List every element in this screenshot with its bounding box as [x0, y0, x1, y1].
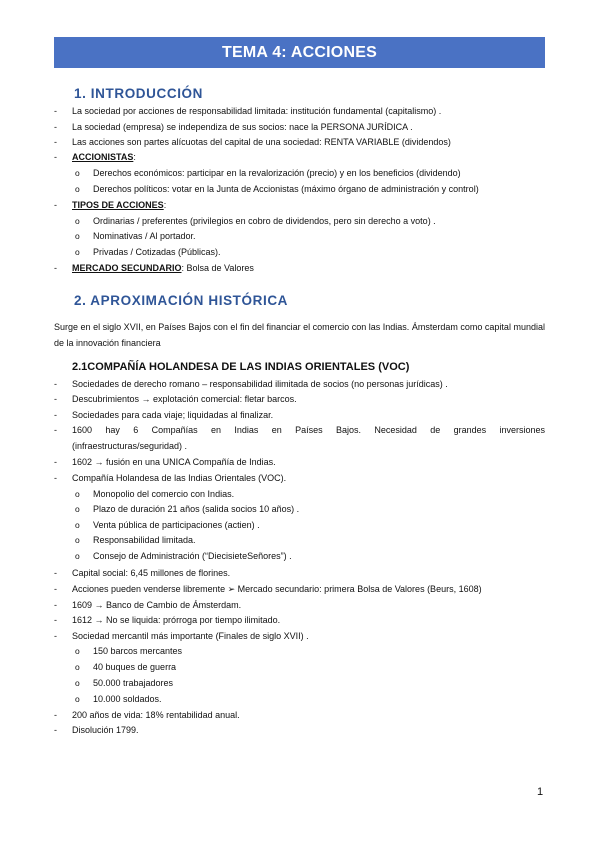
item-text: Privadas / Cotizadas (Públicas). [93, 247, 221, 257]
sub-list-item [0, 644, 600, 659]
item-text: 40 buques de guerra [93, 662, 177, 672]
item-text: 10.000 soldados. [93, 694, 162, 704]
item-text: 50.000 trabajadores [93, 678, 174, 688]
dash-marker: - [54, 725, 57, 735]
item-text: 200 años de vida: 18% rentabilidad anual. [72, 710, 240, 720]
item-text: La sociedad por acciones de responsabilidad limitada: institución fundamental (capitalismo) . [72, 106, 442, 116]
item-text: 1602 → fusión en una UNICA Compañía de Indias. [72, 457, 276, 467]
item-text: Monopolio del comercio con Indias. [93, 489, 235, 499]
item-text: Sociedades para cada viaje; liquidadas al finalizar. [72, 410, 274, 420]
list-item [0, 408, 600, 423]
sub-list-item [0, 487, 600, 502]
item-text: 1612 → No se liquida: prórroga por tiempo ilimitado. [72, 615, 281, 625]
accionistas-label: ACCIONISTAS [72, 152, 134, 162]
list-item [0, 613, 600, 628]
tipos-label: TIPOS DE ACCIONES [72, 200, 164, 210]
circle-marker: o [75, 504, 80, 514]
item-text: Disolución 1799. [72, 725, 139, 735]
circle-marker: o [75, 662, 80, 672]
list-item [0, 455, 600, 470]
dash-marker: - [54, 200, 57, 210]
dash-marker: - [54, 152, 57, 162]
dash-marker: - [54, 710, 57, 720]
list-item [0, 120, 600, 135]
item-text: Las acciones son partes alícuotas del capital de una sociedad: RENTA VARIABLE (dividendos) [72, 137, 451, 147]
dash-marker: - [54, 568, 57, 578]
item-text: Responsabilidad limitada. [93, 535, 196, 545]
dash-marker: - [54, 584, 57, 594]
dash-marker: - [54, 394, 57, 404]
sub-list-item [0, 692, 600, 707]
sub-list-item [0, 660, 600, 675]
item-text: Plazo de duración 21 años (salida socios 10 años) . [93, 504, 300, 514]
section-heading-aproximacion: 2. APROXIMACIÓN HISTÓRICA [74, 293, 289, 308]
item-text: 1600 hay 6 Compañías en Indias en Países Bajos. Necesidad de grandes inversiones [72, 425, 545, 435]
item-text: Consejo de Administración (“DiecisieteSeñores”) . [93, 551, 292, 561]
sub-list-item [0, 229, 600, 244]
circle-marker: o [75, 184, 80, 194]
item-text: Nominativas / Al portador. [93, 231, 196, 241]
dash-marker: - [54, 410, 57, 420]
dash-marker: - [54, 263, 57, 273]
sub-list-item [0, 549, 600, 564]
item-text: 1609 → Banco de Cambio de Ámsterdam. [72, 600, 242, 610]
list-item [0, 723, 600, 738]
list-item [0, 629, 600, 644]
circle-marker: o [75, 216, 80, 226]
item-text: Acciones pueden venderse libremente ➢ Mercado secundario: primera Bolsa de Valores (Beurs, 1608) [72, 584, 482, 594]
dash-marker: - [54, 473, 57, 483]
dash-marker: - [54, 600, 57, 610]
dash-marker: - [54, 379, 57, 389]
item-text: Compañía Holandesa de las Indias Orientales (VOC). [72, 473, 287, 483]
circle-marker: o [75, 551, 80, 561]
sub-list-item [0, 214, 600, 229]
sub-list-item [0, 166, 600, 181]
sub-list-item [0, 676, 600, 691]
circle-marker: o [75, 694, 80, 704]
circle-marker: o [75, 646, 80, 656]
title-banner: TEMA 4: ACCIONES [54, 37, 545, 68]
item-text: Ordinarias / preferentes (privilegios en cobro de dividendos, pero sin derecho a voto) . [93, 216, 436, 226]
mercado-wrap [72, 261, 254, 276]
subsection-heading-voc: 2.1COMPAÑÍA HOLANDESA DE LAS INDIAS ORIENTALES (VOC) [72, 361, 410, 373]
intro-paragraph: Surge en el siglo XVII, en Países Bajos con el fin del financiar el comercio con las Indias. Ámsterdam como capital mundial de la innovación financiera [54, 322, 545, 348]
circle-marker: o [75, 489, 80, 499]
section-heading-introduccion: 1. INTRODUCCIÓN [74, 86, 204, 101]
item-text: Derechos políticos: votar en la Junta de Accionistas (máximo órgano de administración y control) [93, 184, 479, 194]
page-number: 1 [537, 786, 544, 798]
list-item [0, 708, 600, 723]
circle-marker: o [75, 231, 80, 241]
dash-marker: - [54, 457, 57, 467]
dash-marker: - [54, 122, 57, 132]
circle-marker: o [75, 247, 80, 257]
dash-marker: - [54, 137, 57, 147]
dash-marker: - [54, 615, 57, 625]
item-text: Venta pública de participaciones (actien) . [93, 520, 260, 530]
circle-marker: o [75, 535, 80, 545]
sub-list-item [0, 182, 600, 197]
circle-marker: o [75, 168, 80, 178]
sub-list-item [0, 518, 600, 533]
list-item [0, 566, 600, 581]
list-item [0, 471, 600, 486]
list-item-tipos [0, 198, 600, 213]
item-text: Sociedad mercantil más importante (Finales de siglo XVII) . [72, 631, 309, 641]
list-item [0, 582, 600, 597]
dash-marker: - [54, 106, 57, 116]
list-item-accionistas [0, 150, 600, 165]
list-item [0, 377, 600, 392]
item-text: 150 barcos mercantes [93, 646, 183, 656]
item-text-continuation: (infraestructuras/seguridad) . [72, 441, 188, 451]
list-item [0, 598, 600, 613]
mercado-text: : Bolsa de Valores [181, 263, 254, 273]
sub-list-item [0, 245, 600, 260]
sub-list-item [0, 533, 600, 548]
tipos-label-wrap: TIPOS DE ACCIONES: [72, 200, 167, 210]
dash-marker: - [54, 425, 57, 435]
list-item [0, 135, 600, 150]
dash-marker: - [54, 631, 57, 641]
list-item [0, 104, 600, 119]
list-item-1600 [0, 423, 600, 438]
circle-marker: o [75, 520, 80, 530]
list-item [0, 392, 600, 407]
item-text: Descubrimientos → explotación comercial: fletar barcos. [72, 394, 297, 404]
item-text: Capital social: 6,45 millones de florines. [72, 568, 231, 578]
circle-marker: o [75, 678, 80, 688]
mercado-label: MERCADO SECUNDARIO [72, 263, 182, 273]
accionistas-label-wrap: ACCIONISTAS: [72, 152, 136, 162]
item-text: La sociedad (empresa) se independiza de sus socios: nace la PERSONA JURÍDICA . [72, 122, 413, 132]
list-item-mercado [0, 261, 600, 276]
item-text: Derechos económicos: participar en la revalorización (precio) y en los beneficios (dividendo) [93, 168, 461, 178]
sub-list-item [0, 502, 600, 517]
item-text: Sociedades de derecho romano – responsabilidad ilimitada de socios (no personas jurídicas) . [72, 379, 448, 389]
